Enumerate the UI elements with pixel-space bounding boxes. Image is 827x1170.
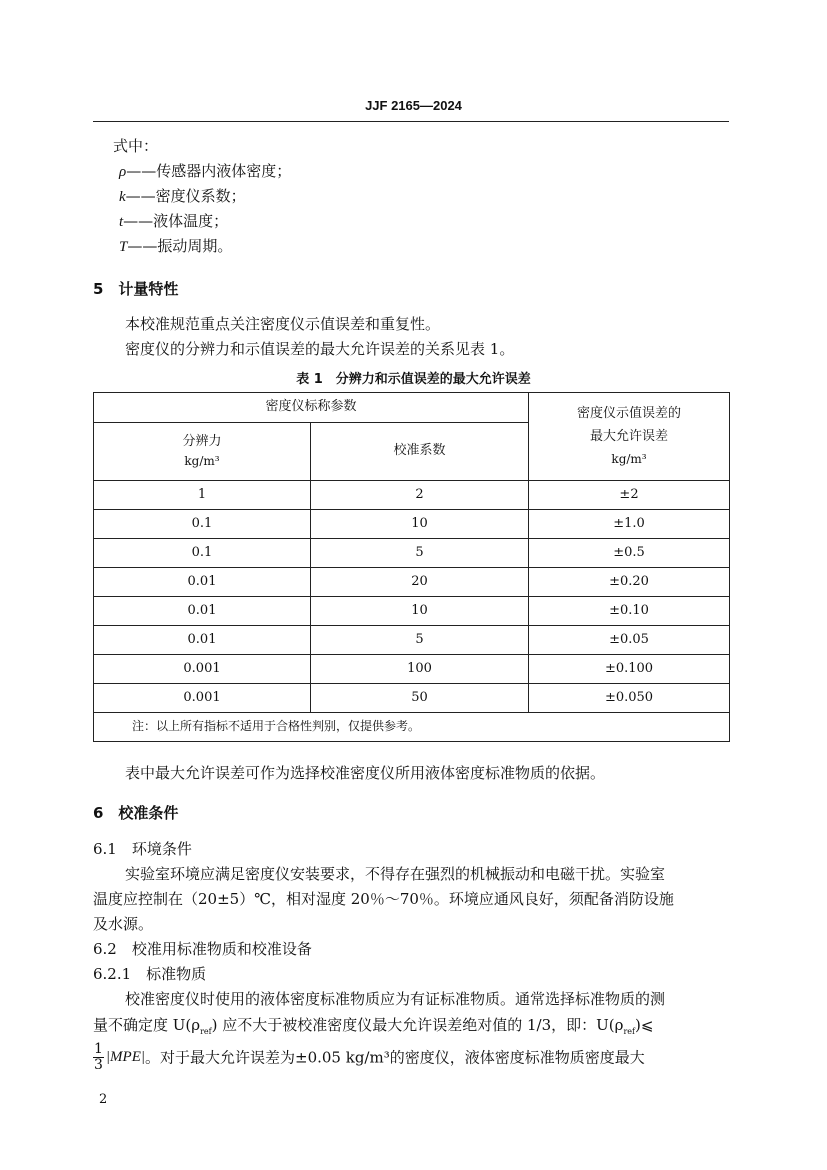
running-header: JJF 2165—2024 xyxy=(365,98,462,113)
symbol: T xyxy=(119,239,128,255)
cell: 2 xyxy=(311,481,529,510)
col3-header xyxy=(529,393,730,481)
cell: 10 xyxy=(311,597,529,626)
table-caption: 表 1 分辨力和示值误差的最大允许误差 xyxy=(296,372,531,387)
def-text: ——传感器内液体密度； xyxy=(126,162,292,180)
section-5-heading: 5 计量特性 xyxy=(93,280,179,298)
section-5-para-2: 密度仪的分辨力和示值误差的最大允许误差的关系见表 1。 xyxy=(125,340,515,358)
cell: 0.01 xyxy=(94,568,311,597)
text-run: 量不确定度 U(ρ xyxy=(93,1016,201,1034)
table-row xyxy=(94,684,730,713)
def-text: ——液体温度； xyxy=(123,212,229,230)
numerator: 1 xyxy=(94,1041,103,1057)
after-table-para: 表中最大允许误差可作为选择校准密度仪所用液体密度标准物质的依据。 xyxy=(125,764,606,782)
col2-header: 校准系数 xyxy=(311,423,529,481)
symbol: ρ xyxy=(119,164,127,180)
table-row xyxy=(94,597,730,626)
cell: ±0.05 xyxy=(529,626,730,655)
table-row xyxy=(94,481,730,510)
def-text: ——密度仪系数； xyxy=(125,187,246,205)
table-row xyxy=(94,510,730,539)
table-row xyxy=(94,568,730,597)
cell: 0.001 xyxy=(94,684,311,713)
symbol: t xyxy=(119,214,124,230)
cell: ±0.100 xyxy=(529,655,730,684)
section-6-1-title: 6.1 环境条件 xyxy=(93,840,192,858)
header-rule xyxy=(93,121,729,122)
col3-line1: 密度仪示值误差的 xyxy=(577,406,682,422)
def-text: ——振动周期。 xyxy=(127,237,233,255)
cell: 50 xyxy=(311,684,529,713)
subscript: ref xyxy=(200,1027,212,1036)
table-row xyxy=(94,626,730,655)
cell: 0.001 xyxy=(94,655,311,684)
section-6-1-line-3: 及水源。 xyxy=(93,915,154,933)
col3-unit: kg/m³ xyxy=(611,451,647,466)
section-6-2-1-line-3 xyxy=(93,1042,645,1074)
col3-line2: 最大允许误差 xyxy=(590,429,669,444)
denominator: 3 xyxy=(94,1057,103,1074)
cell: ±0.20 xyxy=(529,568,730,597)
cell: ±0.5 xyxy=(529,539,730,568)
col1-header xyxy=(94,423,311,481)
text-run: ) 应不大于被校准密度仪最大允许误差绝对值的 1/3，即：U(ρ xyxy=(211,1016,624,1034)
section-6-1-line-1: 实验室环境应满足密度仪安装要求，不得存在强烈的机械振动和电磁干扰。实验室 xyxy=(125,865,666,883)
cell: 1 xyxy=(94,481,311,510)
subscript: ref xyxy=(623,1027,635,1036)
text-run: 。对于最大允许误差为±0.05 kg/m³的密度仪，液体密度标准物质密度最大 xyxy=(145,1048,645,1067)
col1-name: 分辨力 xyxy=(182,433,222,449)
cell: 20 xyxy=(311,568,529,597)
table-row xyxy=(94,539,730,568)
text-run: )⩽ xyxy=(635,1016,654,1034)
group-header: 密度仪标称参数 xyxy=(94,393,529,423)
def-k xyxy=(119,189,246,205)
cell: ±0.10 xyxy=(529,597,730,626)
cell: ±1.0 xyxy=(529,510,730,539)
table-note-row xyxy=(94,713,730,742)
section-6-1-line-2: 温度应控制在（20±5）℃，相对湿度 20％～70％。环境应通风良好，须配备消防设施 xyxy=(93,890,674,908)
cell: 10 xyxy=(311,510,529,539)
section-6-2-1-title: 6.2.1 标准物质 xyxy=(93,965,207,983)
cell: 100 xyxy=(311,655,529,684)
table-note: 注：以上所有指标不适用于合格性判别，仅提供参考。 xyxy=(94,713,730,742)
where-intro: 式中： xyxy=(113,137,159,155)
section-6-2-1-line-2 xyxy=(93,1018,653,1036)
section-6-heading: 6 校准条件 xyxy=(93,804,179,822)
cell: 5 xyxy=(311,539,529,568)
cell: ±0.050 xyxy=(529,684,730,713)
cell: 0.01 xyxy=(94,626,311,655)
page-number: 2 xyxy=(99,1092,108,1107)
section-6-2-1-line-1: 校准密度仪时使用的液体密度标准物质应为有证标准物质。通常选择标准物质的测 xyxy=(125,990,666,1008)
fraction xyxy=(93,1042,104,1074)
def-T xyxy=(119,239,232,255)
section-6-2-title: 6.2 校准用标准物质和校准设备 xyxy=(93,940,312,958)
table-1 xyxy=(93,392,730,742)
section-5-para-1: 本校准规范重点关注密度仪示值误差和重复性。 xyxy=(125,315,441,333)
def-rho xyxy=(119,164,291,180)
cell: 0.1 xyxy=(94,510,311,539)
cell: 5 xyxy=(311,626,529,655)
cell: 0.1 xyxy=(94,539,311,568)
def-t xyxy=(119,214,228,230)
cell: ±2 xyxy=(529,481,730,510)
mpe-term: |MPE| xyxy=(105,1049,145,1066)
cell: 0.01 xyxy=(94,597,311,626)
col1-unit: kg/m³ xyxy=(184,454,220,469)
table-row xyxy=(94,655,730,684)
symbol: k xyxy=(119,189,126,205)
